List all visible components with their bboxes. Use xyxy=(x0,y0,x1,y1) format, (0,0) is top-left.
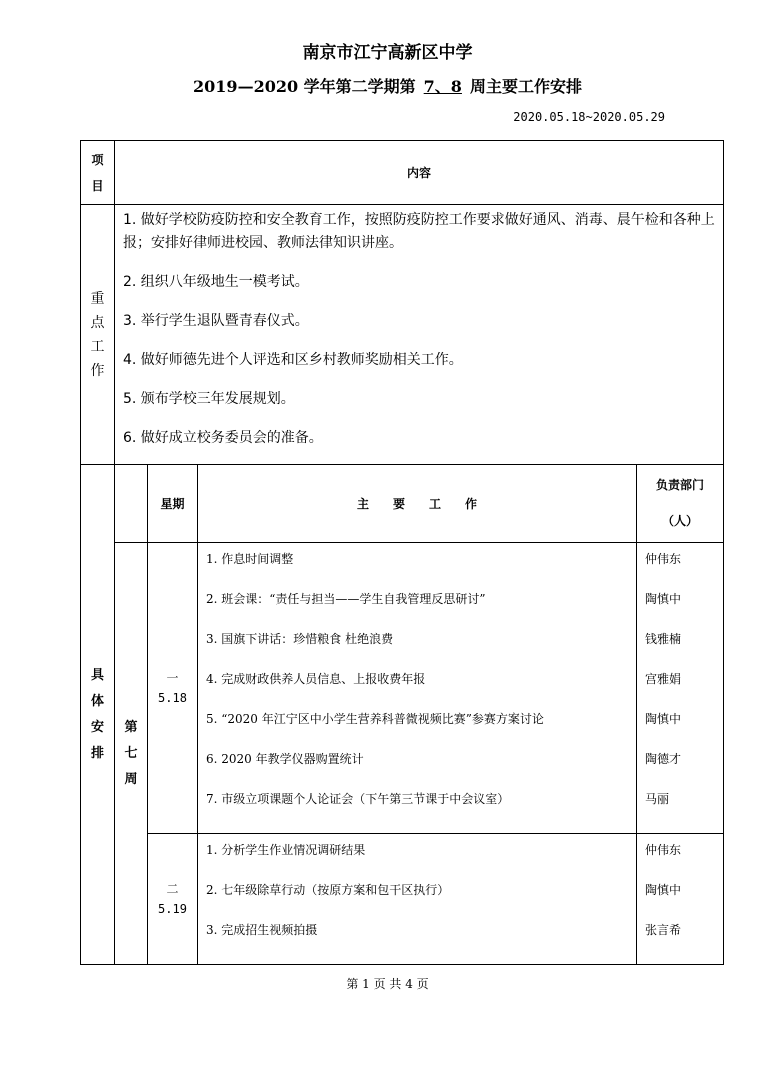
responsible-person: 马丽 xyxy=(645,792,670,806)
task-item: 3. 国旗下讲话：珍惜粮食 杜绝浪费 xyxy=(206,632,394,646)
page-footer: 第 1 页 共 4 页 xyxy=(346,977,429,991)
week-label xyxy=(115,543,148,965)
subtitle-prefix: 2019—2020 学年第二学期第 xyxy=(193,77,416,96)
col-item-header xyxy=(81,141,115,205)
focus-label-text: 重 点 工 作 xyxy=(90,290,105,379)
responsible-person: 陶慎中 xyxy=(645,883,682,897)
weekday-header: 星期 xyxy=(148,465,198,543)
responsible-person: 宫雅娟 xyxy=(645,672,682,686)
date-range: 2020.05.18~2020.05.29 xyxy=(513,110,665,124)
focus-item: 2. 组织八年级地生一模考试。 xyxy=(123,274,309,290)
responsible-header-line1: 负责部门 xyxy=(656,478,705,492)
focus-label xyxy=(81,205,115,465)
responsible-person: 仲伟东 xyxy=(645,552,682,566)
task-item: 2. 七年级除草行动（按原方案和包干区执行） xyxy=(206,883,450,897)
responsible-header xyxy=(637,465,724,543)
responsible-list-tuesday xyxy=(637,834,724,965)
focus-item: 6. 做好成立校务委员会的准备。 xyxy=(123,430,323,446)
day-row-monday xyxy=(81,543,724,834)
schedule-label xyxy=(81,465,115,965)
day-cell-tuesday xyxy=(148,834,198,965)
task-item: 3. 完成招生视频拍摄 xyxy=(206,923,318,937)
day-date: 5.19 xyxy=(158,902,187,916)
responsible-person: 张言希 xyxy=(645,923,682,937)
responsible-person: 陶慎中 xyxy=(645,592,682,606)
task-list-monday xyxy=(198,543,637,834)
task-list-tuesday xyxy=(198,834,637,965)
subtitle-suffix: 周主要工作安排 xyxy=(469,77,582,96)
task-item: 2. 班会课：“责任与担当——学生自我管理反思研讨” xyxy=(206,592,486,606)
week-header-blank xyxy=(115,465,148,543)
responsible-person: 陶德才 xyxy=(645,752,682,766)
header-row xyxy=(81,141,724,205)
task-item: 1. 作息时间调整 xyxy=(206,552,294,566)
main-work-header: 主 要 工 作 xyxy=(198,465,637,543)
focus-item: 3. 举行学生退队暨青春仪式。 xyxy=(123,313,309,329)
col-content-header: 内容 xyxy=(115,141,724,205)
document-title: 南京市江宁高新区中学 xyxy=(302,43,473,63)
week-label-text: 第 七 周 xyxy=(124,719,138,787)
task-item: 1. 分析学生作业情况调研结果 xyxy=(206,843,366,857)
focus-content xyxy=(115,205,724,465)
task-item: 5. “2020 年江宁区中小学生营养科普微视频比赛”参赛方案讨论 xyxy=(206,712,544,726)
day-row-tuesday xyxy=(81,834,724,965)
focus-item: 4. 做好师德先进个人评选和区乡村教师奖励相关工作。 xyxy=(123,352,463,368)
weekday-name: 二 xyxy=(166,882,179,896)
day-date: 5.18 xyxy=(158,691,187,705)
schedule-label-text: 具 体 安 排 xyxy=(90,667,104,761)
document-subtitle xyxy=(0,74,775,97)
responsible-person: 陶慎中 xyxy=(645,712,682,726)
focus-row xyxy=(81,205,724,465)
weekday-name: 一 xyxy=(166,671,179,685)
responsible-header-line2: （人） xyxy=(662,514,699,528)
responsible-person: 仲伟东 xyxy=(645,843,682,857)
col-item-header-text: 项 目 xyxy=(91,153,104,193)
task-item: 6. 2020 年教学仪器购置统计 xyxy=(206,752,364,766)
subtitle-weeks: 7、8 xyxy=(423,77,462,96)
schedule-subheader-row xyxy=(81,465,724,543)
task-item: 4. 完成财政供养人员信息、上报收费年报 xyxy=(206,672,426,686)
focus-item: 1. 做好学校防疫防控和安全教育工作，按照防疫防控工作要求做好通风、消毒、晨午检和各种上报；安排好律师进校园、教师法律知识讲座。 xyxy=(123,212,715,251)
task-item: 7. 市级立项课题个人论证会（下午第三节课于中会议室） xyxy=(206,792,510,806)
responsible-person: 钱雅楠 xyxy=(645,632,682,646)
focus-item: 5. 颁布学校三年发展规划。 xyxy=(123,391,295,407)
day-cell-monday xyxy=(148,543,198,834)
schedule-table xyxy=(80,140,724,965)
responsible-list-monday xyxy=(637,543,724,834)
